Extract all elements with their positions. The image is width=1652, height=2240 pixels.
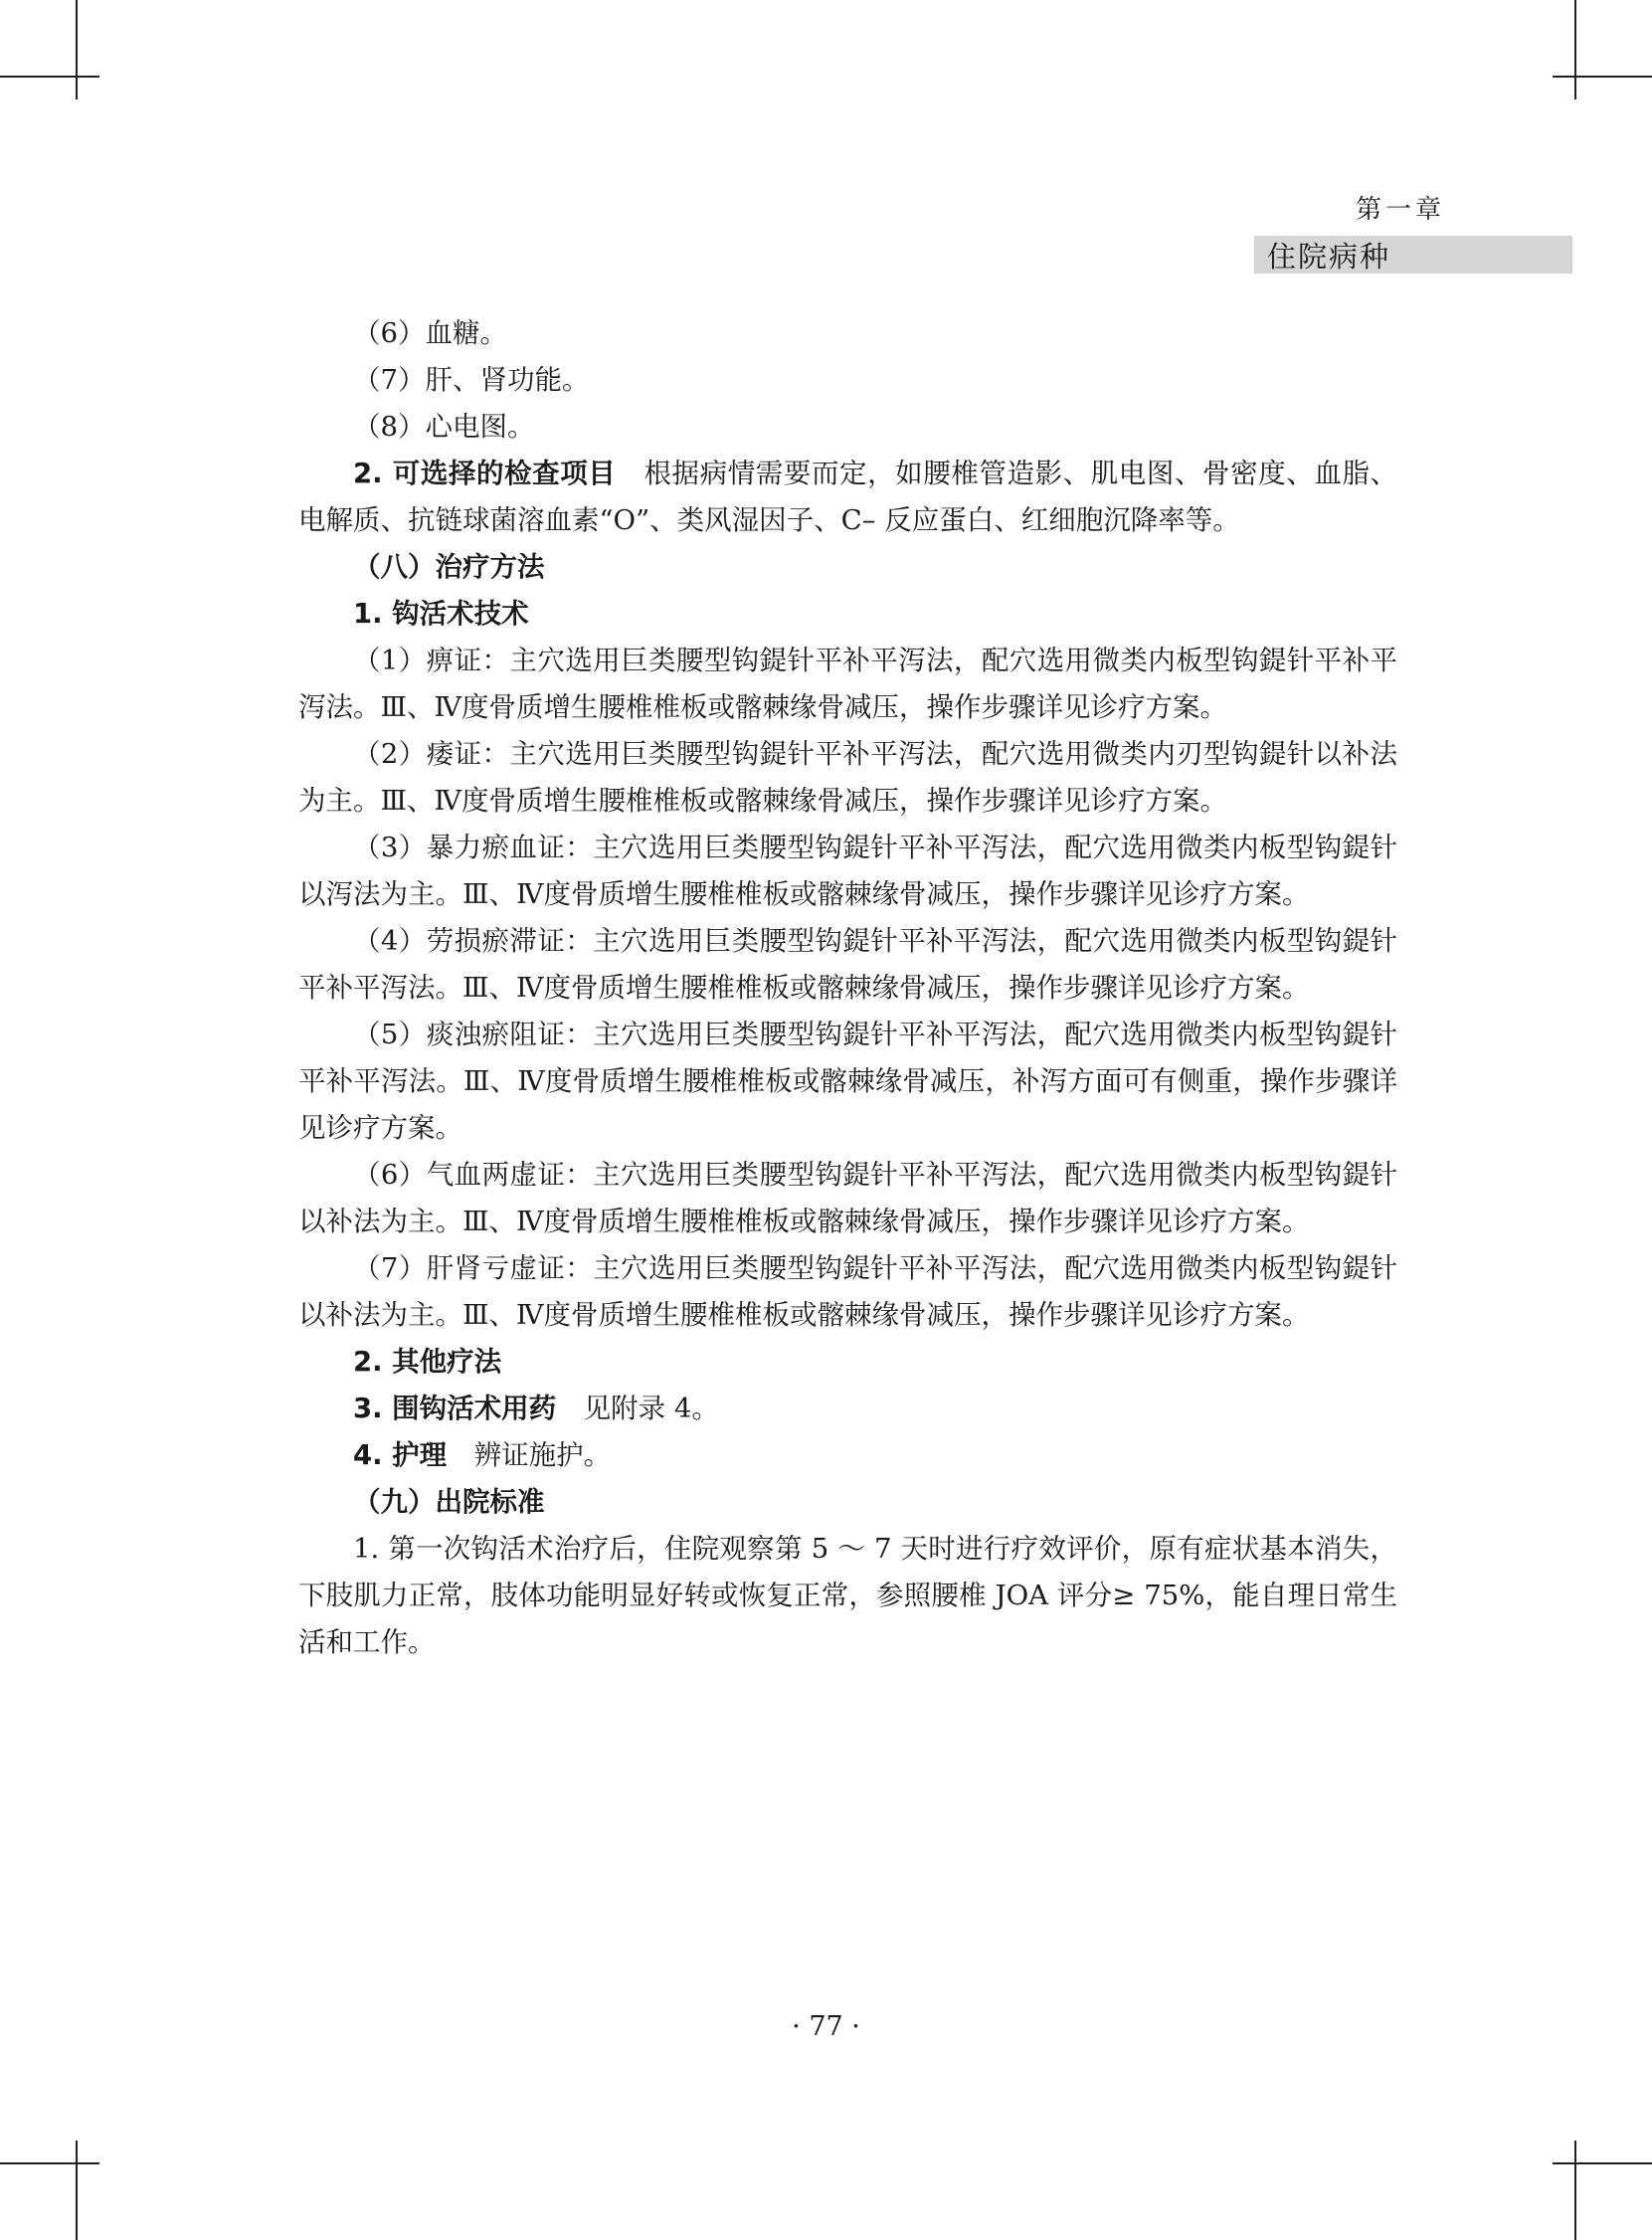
discharge-criterion: 1. 第一次钩活术治疗后，住院观察第 5 ～ 7 天时进行疗效评价，原有症状基本消失，下肢肌力正常，肢体功能明显好转或恢复正常，参照腰椎 JOA 评分≥ 75%，能自理日常生活和工作。 bbox=[298, 1533, 1397, 1658]
treatment-item: （4）劳损瘀滞证：主穴选用巨类腰型钩鍉针平补平泻法，配穴选用微类内板型钩鍉针平补平泻法。Ⅲ、Ⅳ度骨质增生腰椎椎板或髂棘缘骨减压，操作步骤详见诊疗方案。 bbox=[298, 925, 1397, 1004]
optional-exams-heading: 2. 可选择的检查项目 bbox=[353, 458, 617, 489]
nursing-heading: 4. 护理 bbox=[353, 1439, 448, 1471]
chapter-title: 住院病种 bbox=[1266, 239, 1390, 274]
treatment-item: （7）肝肾亏虚证：主穴选用巨类腰型钩鍉针平补平泻法，配穴选用微类内板型钩鍉针以补法为主。Ⅲ、Ⅳ度骨质增生腰椎椎板或髂棘缘骨减压，操作步骤详见诊疗方案。 bbox=[298, 1252, 1397, 1331]
list-item: （8）心电图。 bbox=[353, 411, 535, 443]
chapter-banner bbox=[1254, 236, 1572, 274]
treatment-item: （6）气血两虚证：主穴选用巨类腰型钩鍉针平补平泻法，配穴选用微类内板型钩鍉针以补法为主。Ⅲ、Ⅳ度骨质增生腰椎椎板或髂棘缘骨减压，操作步骤详见诊疗方案。 bbox=[298, 1159, 1397, 1237]
treatment-item: （3）暴力瘀血证：主穴选用巨类腰型钩鍉针平补平泻法，配穴选用微类内板型钩鍉针以泻法为主。Ⅲ、Ⅳ度骨质增生腰椎椎板或髂棘缘骨减压，操作步骤详见诊疗方案。 bbox=[298, 832, 1397, 910]
list-item: （6）血糖。 bbox=[353, 317, 507, 349]
page-number: · 77 · bbox=[792, 2011, 860, 2042]
crop-mark-top-right-v bbox=[1574, 0, 1576, 99]
crop-mark-bottom-right-h bbox=[1553, 2162, 1652, 2164]
nursing-text: 辨证施护。 bbox=[473, 1439, 612, 1471]
paragraph-medication bbox=[298, 1386, 1397, 1432]
crop-mark-bottom-left-h bbox=[0, 2162, 99, 2164]
crop-mark-bottom-left-v bbox=[76, 2141, 78, 2240]
paragraph-optional-exams bbox=[298, 451, 1397, 544]
medication-text: 见附录 4。 bbox=[583, 1393, 719, 1424]
subheading-hook-technique: 1. 钩活术技术 bbox=[353, 598, 529, 630]
paragraph-nursing bbox=[298, 1432, 1397, 1479]
subheading-other-therapies: 2. 其他疗法 bbox=[353, 1346, 502, 1378]
chapter-label: 第一章 bbox=[1355, 195, 1445, 225]
crop-mark-bottom-right-v bbox=[1574, 2141, 1576, 2240]
optional-exams-text: 根据病情需要而定，如腰椎管造影、肌电图、骨密度、血脂、电解质、抗链球菌溶血素“O”、类风湿因子、C– 反应蛋白、红细胞沉降率等。 bbox=[298, 458, 1398, 536]
crop-mark-top-left-h bbox=[0, 76, 99, 78]
treatment-item: （5）痰浊瘀阻证：主穴选用巨类腰型钩鍉针平补平泻法，配穴选用微类内板型钩鍉针平补平泻法。Ⅲ、Ⅳ度骨质增生腰椎椎板或髂棘缘骨减压，补泻方面可有侧重，操作步骤详见诊疗方案。 bbox=[298, 1019, 1397, 1144]
crop-mark-top-left-v bbox=[76, 0, 78, 99]
list-item: （7）肝、肾功能。 bbox=[353, 364, 590, 396]
treatment-item: （1）痹证：主穴选用巨类腰型钩鍉针平补平泻法，配穴选用微类内板型钩鍉针平补平泻法。Ⅲ、Ⅳ度骨质增生腰椎椎板或髂棘缘骨减压，操作步骤详见诊疗方案。 bbox=[298, 645, 1397, 723]
medication-heading: 3. 围钩活术用药 bbox=[353, 1393, 557, 1424]
section-heading-discharge: （九）出院标准 bbox=[353, 1486, 545, 1518]
crop-mark-top-right-h bbox=[1553, 76, 1652, 78]
treatment-item: （2）痿证：主穴选用巨类腰型钩鍉针平补平泻法，配穴选用微类内刃型钩鍉针以补法为主。Ⅲ、Ⅳ度骨质增生腰椎椎板或髂棘缘骨减压，操作步骤详见诊疗方案。 bbox=[298, 738, 1397, 817]
page-body bbox=[298, 310, 1397, 1666]
running-header bbox=[1254, 189, 1572, 274]
section-heading-treatment: （八）治疗方法 bbox=[353, 551, 545, 583]
